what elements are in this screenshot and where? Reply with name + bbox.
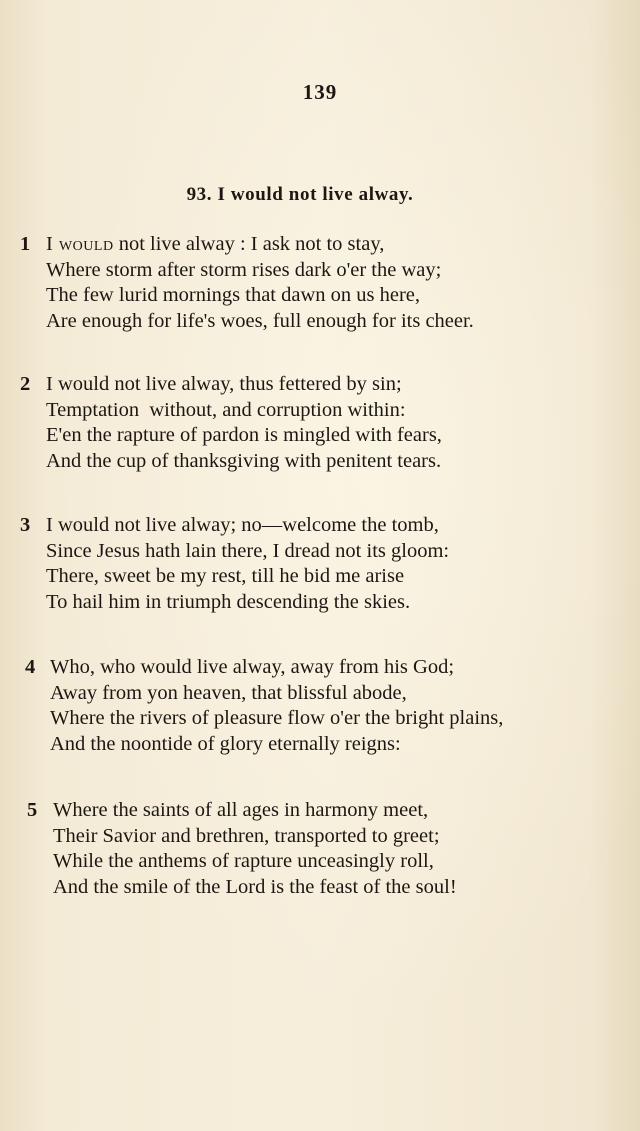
- stanza-line: Where storm after storm rises dark o'er the way;: [46, 258, 442, 281]
- stanza-line: Where the saints of all ages in harmony meet,: [53, 799, 429, 821]
- page-number: 139: [302, 80, 338, 104]
- opening-small-caps: I would: [46, 233, 114, 255]
- stanza-line: There, sweet be my rest, till he bid me arise: [46, 565, 405, 588]
- hymn-title: 93. I would not live alway.: [186, 184, 414, 205]
- stanza-line: Are enough for life's woes, full enough for its cheer.: [46, 310, 474, 333]
- stanza-number: 4: [25, 656, 36, 678]
- stanza-line: I would not live alway, thus fettered by sin;: [46, 373, 402, 395]
- stanza-5: [20, 798, 630, 901]
- stanza-number: 5: [27, 799, 38, 821]
- first-line-rest: not live alway : I ask not to stay,: [113, 233, 385, 255]
- stanza-4: [20, 655, 630, 758]
- stanza-line: I would not live alway; no—welcome the tomb,: [46, 514, 439, 536]
- stanza-line: Who, who would live alway, away from his God;: [50, 656, 455, 678]
- stanza-line: The few lurid mornings that dawn on us here,: [46, 284, 421, 307]
- stanza-3: [20, 513, 630, 616]
- stanza-line: Their Savior and brethren, transported to greet;: [53, 824, 440, 847]
- stanza-number: 2: [20, 373, 31, 395]
- stanza-1: [20, 232, 630, 335]
- stanza-line: And the smile of the Lord is the feast of the soul!: [53, 876, 457, 899]
- stanza-line: Temptation without, and corruption within:: [46, 398, 406, 421]
- stanza-2: [20, 372, 630, 475]
- stanza-line: Since Jesus hath lain there, I dread not its gloom:: [46, 539, 450, 562]
- stanza-line: [46, 232, 630, 258]
- stanza-line: To hail him in triumph descending the skies.: [46, 591, 411, 614]
- stanza-line: E'en the rapture of pardon is mingled with fears,: [46, 424, 442, 447]
- stanza-line: And the cup of thanksgiving with penitent tears.: [46, 450, 442, 473]
- stanza-line: While the anthems of rapture unceasingly roll,: [53, 850, 434, 873]
- stanza-number: 3: [20, 514, 31, 536]
- stanza-number: 1: [20, 233, 31, 255]
- stanza-line: Away from yon heaven, that blissful abode,: [50, 681, 407, 704]
- stanza-line: Where the rivers of pleasure flow o'er the bright plains,: [50, 707, 504, 730]
- stanza-line: And the noontide of glory eternally reigns:: [50, 733, 401, 756]
